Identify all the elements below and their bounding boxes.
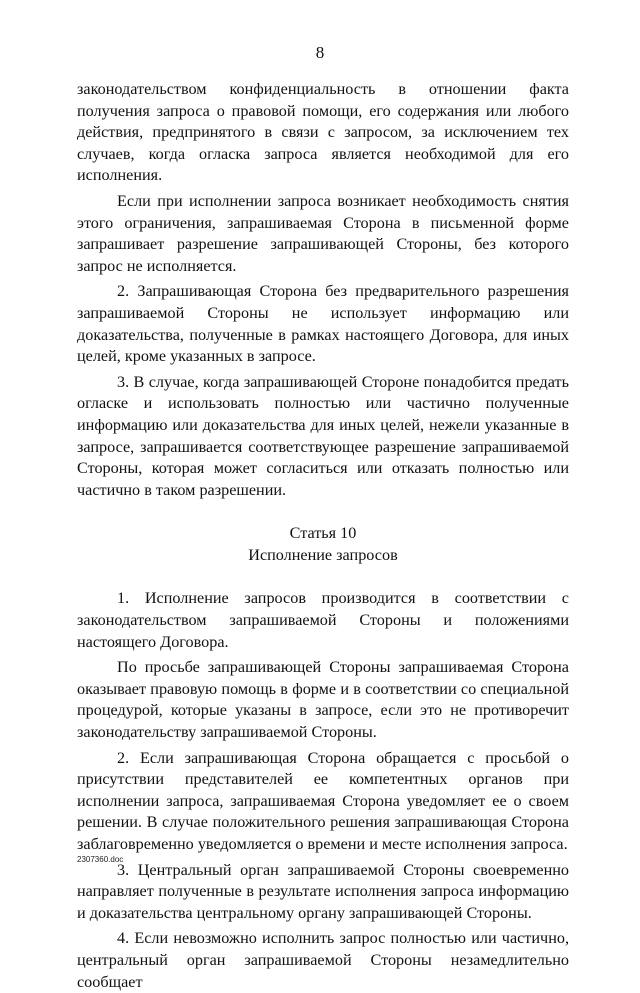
article-title: Исполнение запросов [248, 545, 398, 564]
paragraph-item-2: 2. Если запрашивающая Сторона обращается с просьбой о присутствии представителей ее компетентных органов при исполнении запроса, запрашиваемая Сторона уведомляет ее о своем решении. В случае положительного решения запрашивающая Сторона заблаговременно уведомляется о времени и месте исполнения запроса. [77, 748, 569, 853]
paragraph-item-4: 4. Если невозможно исполнить запрос полностью или частично, центральный орган запрашиваемой Стороны незамедлительно сообщает [77, 929, 569, 991]
footer-filename: 2307360.doc [77, 855, 124, 864]
paragraph-item-3: 3. Центральный орган запрашиваемой Стороны своевременно направляет полученные в результате исполнения запроса информацию и доказательства центральному органу запрашивающей Стороны. [77, 860, 569, 922]
paragraph-item-3: 3. В случае, когда запрашивающей Стороне понадобится предать огласке и использовать полностью или частично полученные информацию или доказательства для иных целей, нежели указанные в запросе, запрашивается соответствующее разрешение запрашиваемой Стороны, которая может согласиться или отказать полностью или частично в таком разрешении. [77, 372, 569, 499]
paragraph: Если при исполнении запроса возникает необходимость снятия этого ограничения, запрашиваемая Сторона в письменной форме запрашивает разрешение запрашивающей Стороны, без которого запрос не исполняется. [77, 191, 569, 275]
paragraph-item-1: 1. Исполнение запросов производится в соответствии с законодательством запрашиваемой Стороны и положениями настоящего Договора. [77, 589, 569, 651]
document-body [77, 79, 569, 993]
paragraph: По просьбе запрашивающей Стороны запрашиваемая Сторона оказывает правовую помощь в форме и в соответствии со специальной процедурой, которые указаны в запросе, если это не противоречит законодательству запрашиваемой Стороны. [77, 658, 569, 742]
article-heading [77, 523, 569, 566]
paragraph-continuation: законодательством конфиденциальность в отношении факта получения запроса о правовой помощи, его содержания или любого действия, предпринятого в связи с запросом, за исключением тех случаев, когда огласка запроса является необходимой для его исполнения. [77, 80, 569, 185]
paragraph-item-2: 2. Запрашивающая Сторона без предварительного разрешения запрашиваемой Стороны не использует информацию или доказательства, полученные в рамках настоящего Договора, для иных целей, кроме указанных в запросе. [77, 282, 569, 366]
article-number: Статья 10 [289, 524, 357, 543]
page-number: 8 [315, 43, 325, 62]
